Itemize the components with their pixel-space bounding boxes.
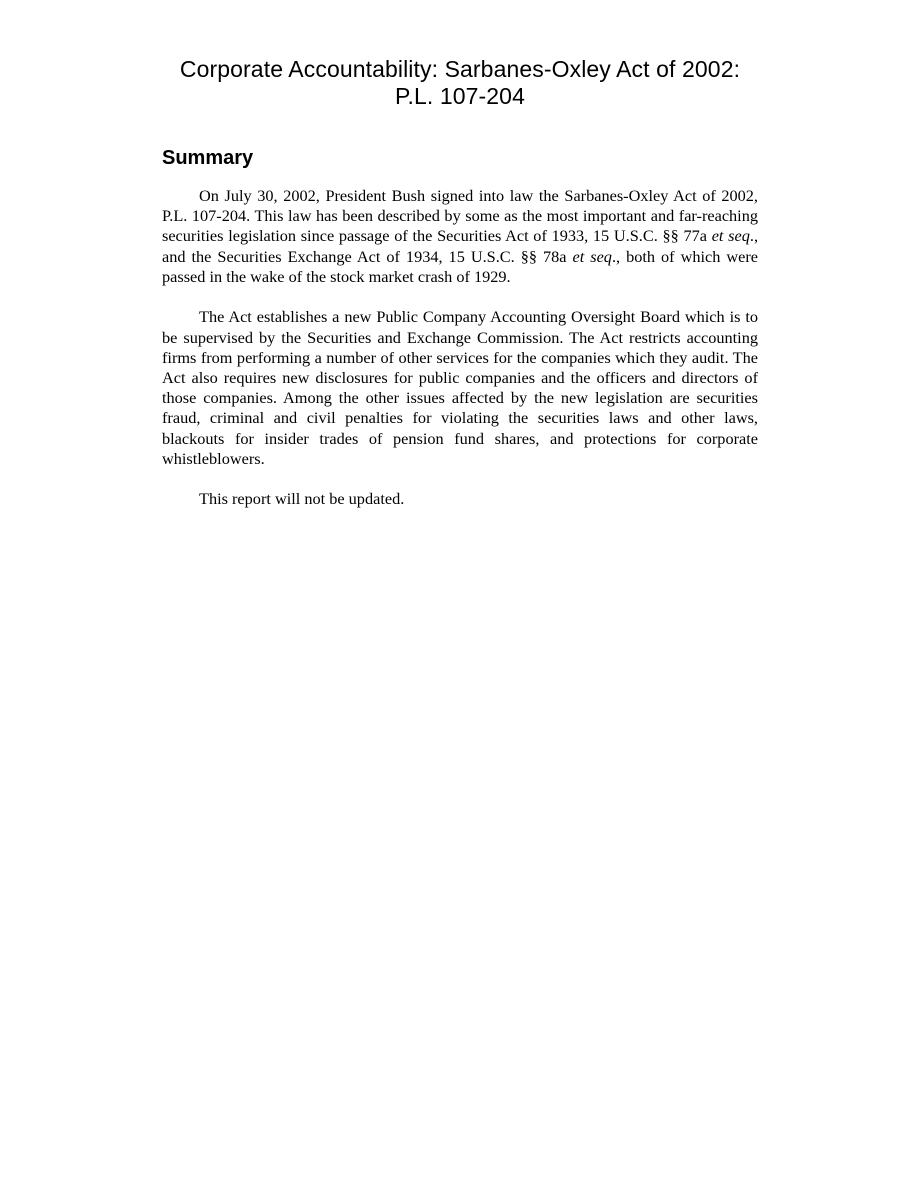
document-title bbox=[162, 56, 758, 110]
document-page bbox=[162, 56, 758, 530]
section-heading-summary: Summary bbox=[162, 147, 254, 169]
para1-et-seq-1: et seq bbox=[711, 226, 750, 246]
para1-text-a: On July 30, 2002, President Bush signed into law the Sarbanes-Oxley Act of 2002, P.L. 107-204. This law has been described by some as the most important and far-reaching securities legislation since passage of the Securities Act of 1933, 15 U.S.C. §§ 77a bbox=[162, 186, 758, 246]
para1-et-seq-2: et seq bbox=[572, 246, 612, 266]
para1-text-b: ., and the Securities Exchange Act of 1934, 15 U.S.C. §§ 78a bbox=[162, 226, 759, 266]
summary-paragraph-3: This report will not be updated. bbox=[199, 489, 405, 509]
summary-paragraph-1 bbox=[162, 186, 758, 287]
summary-paragraph-2: The Act establishes a new Public Company Accounting Oversight Board which is to be supervised by the Securities and Exchange Commission. The Act restricts accounting firms from performing a number of other services for the companies which they audit. The Act also requires new disclosures for public companies and the officers and directors of those companies. Among the other issues affected by the new legislation are securities fraud, criminal and civil penalties for violating the securities laws and other laws, blackouts for insider trades of pension fund shares, and protections for corporate whistleblowers. bbox=[162, 307, 758, 468]
title-line-2: P.L. 107-204 bbox=[395, 83, 525, 109]
para1-text-c: ., both of which were passed in the wake of the stock market crash of 1929. bbox=[162, 246, 758, 286]
title-line-1: Corporate Accountability: Sarbanes-Oxley Act of 2002: bbox=[179, 56, 741, 82]
